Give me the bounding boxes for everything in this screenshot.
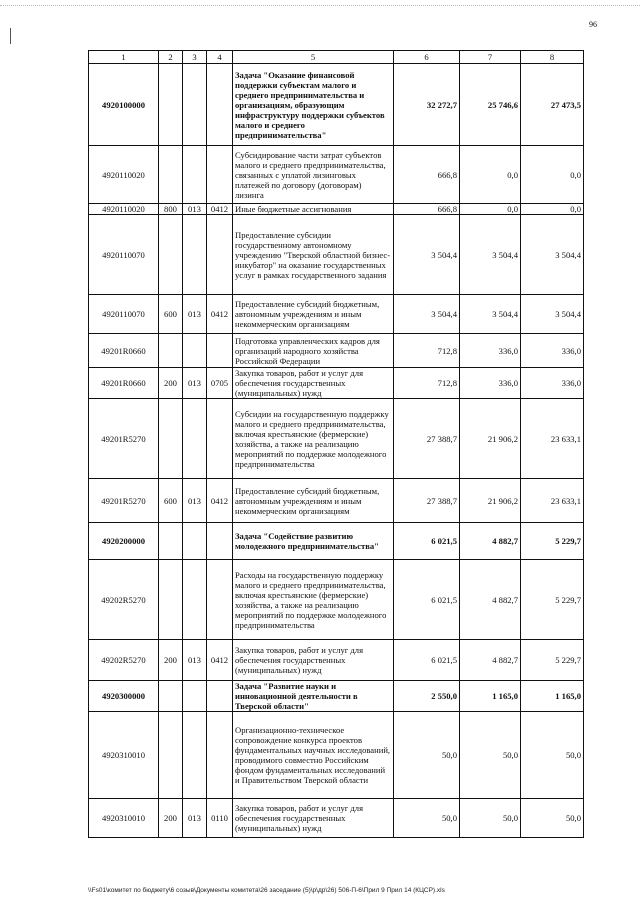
col-header: 6 <box>394 51 460 64</box>
col-header: 3 <box>183 51 207 64</box>
table-row <box>89 146 584 204</box>
row-value-8: 5 229,7 <box>521 560 584 640</box>
row-col2: 600 <box>159 295 183 334</box>
row-value-7: 1 165,0 <box>460 681 521 712</box>
row-col3 <box>183 334 207 368</box>
row-col3 <box>183 523 207 560</box>
row-value-6: 27 388,7 <box>394 479 460 523</box>
row-value-8: 3 504,4 <box>521 215 584 295</box>
row-code: 49201R5270 <box>89 479 159 523</box>
file-path-footer: \\Fs01\комитет по бюджету\6 созыв\Документы комитета\26 заседание (5)\р\др\26) 506-П-6\Прил 9 Прил 14 (КЦСР).xls <box>88 887 445 894</box>
row-value-7: 0,0 <box>460 204 521 215</box>
row-col4 <box>207 681 233 712</box>
row-description: Предоставление субсидии государственному автономному учреждению "Тверской областной бизнес-инкубатор" на оказание государственных услуг в рамках государственного задания <box>233 215 394 295</box>
row-col3: 013 <box>183 204 207 215</box>
scan-margin-mark <box>10 28 11 44</box>
table-row <box>89 640 584 681</box>
row-value-7: 4 882,7 <box>460 523 521 560</box>
row-description: Задача "Развитие науки и инновационной деятельности в Тверской области" <box>233 681 394 712</box>
row-col2 <box>159 64 183 146</box>
row-col3 <box>183 681 207 712</box>
table-row <box>89 295 584 334</box>
row-value-7: 50,0 <box>460 799 521 838</box>
row-col3: 013 <box>183 295 207 334</box>
row-code: 4920110070 <box>89 295 159 334</box>
budget-table <box>88 50 584 838</box>
row-col4 <box>207 712 233 799</box>
row-value-8: 336,0 <box>521 334 584 368</box>
row-col2 <box>159 399 183 479</box>
row-description: Закупка товаров, работ и услуг для обеспечения государственных (муниципальных) нужд <box>233 368 394 399</box>
row-value-7: 21 906,2 <box>460 399 521 479</box>
row-value-7: 21 906,2 <box>460 479 521 523</box>
row-col3 <box>183 399 207 479</box>
scan-artifact-line <box>0 5 640 8</box>
row-col4 <box>207 399 233 479</box>
row-col4: 0110 <box>207 799 233 838</box>
row-code: 4920110020 <box>89 146 159 204</box>
row-code: 4920110070 <box>89 215 159 295</box>
col-header: 4 <box>207 51 233 64</box>
row-description: Задача "Оказание финансовой поддержки субъектам малого и среднего предпринимательства и организациям, образующим инфраструктуру поддержки субъектов малого и среднего предпринимательства" <box>233 64 394 146</box>
col-header: 8 <box>521 51 584 64</box>
row-col3 <box>183 712 207 799</box>
row-col3: 013 <box>183 799 207 838</box>
row-col3: 013 <box>183 640 207 681</box>
col-header: 2 <box>159 51 183 64</box>
table-row <box>89 334 584 368</box>
row-value-6: 666,8 <box>394 204 460 215</box>
row-value-6: 2 550,0 <box>394 681 460 712</box>
row-value-7: 0,0 <box>460 146 521 204</box>
row-value-8: 3 504,4 <box>521 295 584 334</box>
row-code: 4920200000 <box>89 523 159 560</box>
row-col4: 0412 <box>207 295 233 334</box>
row-value-7: 3 504,4 <box>460 215 521 295</box>
row-description: Расходы на государственную поддержку малого и среднего предпринимательства, включая крестьянские (фермерские) хозяйства, а также на реализацию мероприятий по поддержке молодежного предпринимательства <box>233 560 394 640</box>
row-col4 <box>207 523 233 560</box>
row-code: 49201R0660 <box>89 334 159 368</box>
row-value-6: 6 021,5 <box>394 523 460 560</box>
row-col2: 800 <box>159 204 183 215</box>
row-description: Субсидии на государственную поддержку малого и среднего предпринимательства, включая крестьянские (фермерские) хозяйства, а также на реализацию мероприятий по поддержке молодежного предпринимательства <box>233 399 394 479</box>
table-row <box>89 523 584 560</box>
col-header: 7 <box>460 51 521 64</box>
row-col4 <box>207 215 233 295</box>
row-value-8: 336,0 <box>521 368 584 399</box>
row-value-7: 336,0 <box>460 334 521 368</box>
row-col4: 0412 <box>207 204 233 215</box>
row-value-8: 23 633,1 <box>521 399 584 479</box>
row-description: Иные бюджетные ассигнования <box>233 204 394 215</box>
page-number: 96 <box>589 20 597 29</box>
row-col2 <box>159 560 183 640</box>
row-col3: 013 <box>183 368 207 399</box>
row-col4: 0705 <box>207 368 233 399</box>
row-code: 4920300000 <box>89 681 159 712</box>
row-code: 4920100000 <box>89 64 159 146</box>
row-value-8: 27 473,5 <box>521 64 584 146</box>
row-value-8: 50,0 <box>521 712 584 799</box>
row-col4 <box>207 64 233 146</box>
row-description: Задача "Содействие развитию молодежного предпринимательства" <box>233 523 394 560</box>
row-col2 <box>159 146 183 204</box>
row-value-6: 712,8 <box>394 334 460 368</box>
row-col2: 200 <box>159 799 183 838</box>
row-value-6: 6 021,5 <box>394 640 460 681</box>
row-col2: 600 <box>159 479 183 523</box>
row-value-6: 666,8 <box>394 146 460 204</box>
row-value-7: 3 504,4 <box>460 295 521 334</box>
row-value-6: 6 021,5 <box>394 560 460 640</box>
row-col2: 200 <box>159 640 183 681</box>
row-code: 49202R5270 <box>89 640 159 681</box>
col-header: 1 <box>89 51 159 64</box>
row-code: 4920310010 <box>89 799 159 838</box>
row-col3 <box>183 146 207 204</box>
row-value-7: 50,0 <box>460 712 521 799</box>
table-row <box>89 204 584 215</box>
row-value-7: 25 746,6 <box>460 64 521 146</box>
row-value-8: 5 229,7 <box>521 523 584 560</box>
row-value-7: 336,0 <box>460 368 521 399</box>
row-value-6: 32 272,7 <box>394 64 460 146</box>
table-row <box>89 399 584 479</box>
row-code: 4920310010 <box>89 712 159 799</box>
table-row <box>89 560 584 640</box>
row-col4: 0412 <box>207 479 233 523</box>
table-row <box>89 368 584 399</box>
row-code: 49201R5270 <box>89 399 159 479</box>
table-row <box>89 712 584 799</box>
row-value-6: 3 504,4 <box>394 295 460 334</box>
row-description: Подготовка управленческих кадров для организаций народного хозяйства Российской Федерации <box>233 334 394 368</box>
row-col4 <box>207 560 233 640</box>
row-code: 49201R0660 <box>89 368 159 399</box>
row-value-8: 50,0 <box>521 799 584 838</box>
row-col2 <box>159 712 183 799</box>
row-col3 <box>183 64 207 146</box>
row-value-8: 5 229,7 <box>521 640 584 681</box>
row-value-8: 0,0 <box>521 204 584 215</box>
row-col2 <box>159 681 183 712</box>
row-col2 <box>159 334 183 368</box>
row-description: Субсидирование части затрат субъектов малого и среднего предпринимательства, связанных с уплатой лизинговых платежей по договору (договорам) лизинга <box>233 146 394 204</box>
row-description: Закупка товаров, работ и услуг для обеспечения государственных (муниципальных) нужд <box>233 640 394 681</box>
row-value-6: 3 504,4 <box>394 215 460 295</box>
row-col3 <box>183 560 207 640</box>
row-value-8: 0,0 <box>521 146 584 204</box>
table-row <box>89 681 584 712</box>
row-value-7: 4 882,7 <box>460 640 521 681</box>
table-row <box>89 64 584 146</box>
row-col4: 0412 <box>207 640 233 681</box>
row-col3 <box>183 215 207 295</box>
row-code: 49202R5270 <box>89 560 159 640</box>
row-description: Предоставление субсидий бюджетным, автономным учреждениям и иным некоммерческим организациям <box>233 479 394 523</box>
row-value-8: 23 633,1 <box>521 479 584 523</box>
row-value-6: 27 388,7 <box>394 399 460 479</box>
table-row <box>89 479 584 523</box>
row-value-6: 50,0 <box>394 799 460 838</box>
row-col4 <box>207 334 233 368</box>
row-col2: 200 <box>159 368 183 399</box>
row-description: Предоставление субсидий бюджетным, автономным учреждениям и иным некоммерческим организациям <box>233 295 394 334</box>
table-row <box>89 215 584 295</box>
row-description: Организационно-техническое сопровождение конкурса проектов фундаментальных научных исследований, проводимого совместно Российским фондом фундаментальных исследований и Правительством Тверской области <box>233 712 394 799</box>
row-value-8: 1 165,0 <box>521 681 584 712</box>
table-row <box>89 799 584 838</box>
row-value-7: 4 882,7 <box>460 560 521 640</box>
row-col2 <box>159 215 183 295</box>
row-col2 <box>159 523 183 560</box>
row-value-6: 50,0 <box>394 712 460 799</box>
col-header: 5 <box>233 51 394 64</box>
row-col4 <box>207 146 233 204</box>
row-col3: 013 <box>183 479 207 523</box>
row-description: Закупка товаров, работ и услуг для обеспечения государственных (муниципальных) нужд <box>233 799 394 838</box>
header-row <box>89 51 584 64</box>
row-code: 4920110020 <box>89 204 159 215</box>
row-value-6: 712,8 <box>394 368 460 399</box>
